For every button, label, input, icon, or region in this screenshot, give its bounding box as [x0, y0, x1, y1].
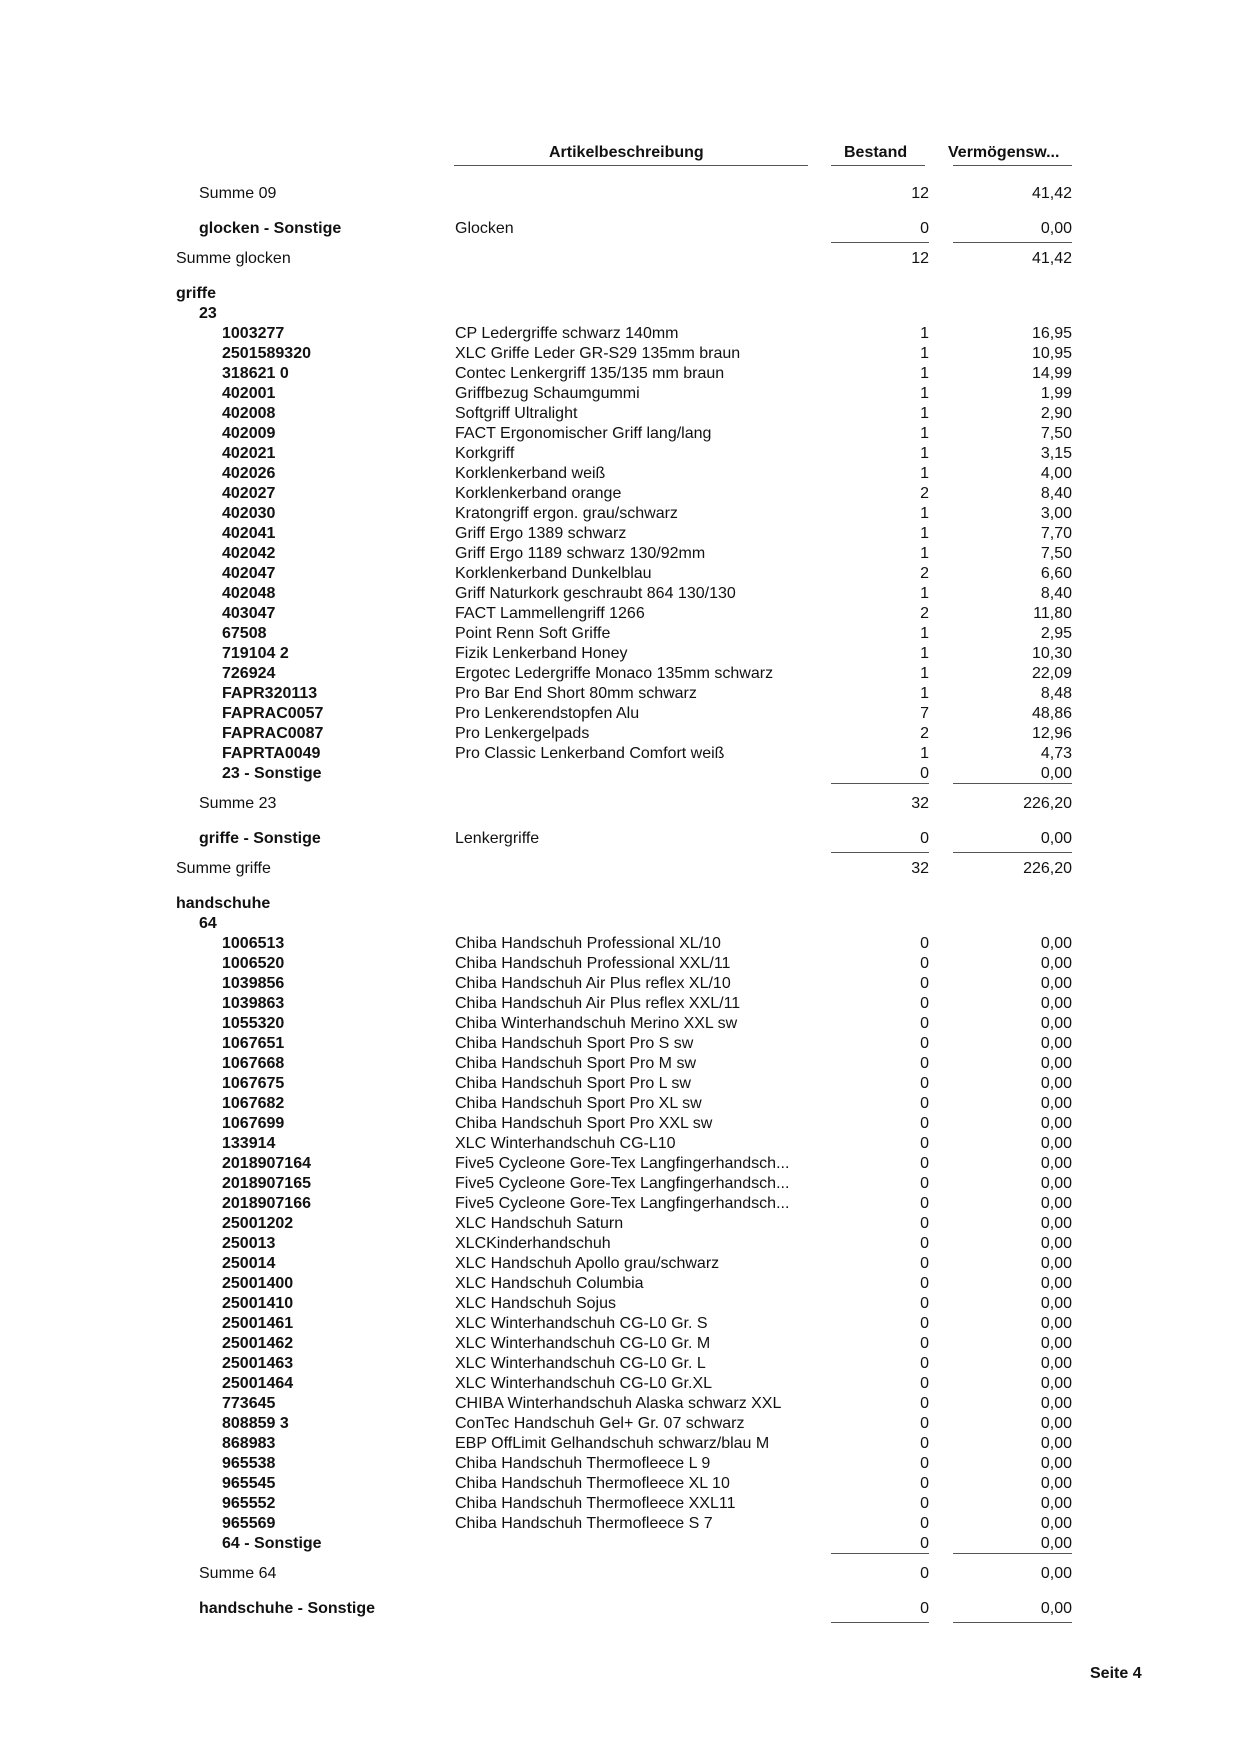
article-value: 7,50: [1040, 425, 1072, 442]
page-number: Seite 4: [1090, 1665, 1142, 1682]
article-number: 1067668: [222, 1055, 285, 1072]
article-stock: 0: [920, 1395, 929, 1412]
article-number: 2018907164: [222, 1155, 311, 1172]
article-description: Korklenkerband orange: [455, 485, 622, 502]
article-value: 0,00: [1040, 935, 1072, 952]
article-description: EBP OffLimit Gelhandschuh schwarz/blau M: [455, 1435, 770, 1452]
article-number: 726924: [222, 665, 276, 682]
article-number: 402047: [222, 565, 276, 582]
group-other-stock: 0: [920, 220, 929, 237]
article-number: 2018907165: [222, 1175, 311, 1192]
article-description: Chiba Handschuh Sport Pro XL sw: [455, 1095, 702, 1112]
sum-rule-stock: [831, 242, 929, 243]
header-value: Vermögensw...: [948, 144, 1060, 161]
subgroup-sum-value: 0,00: [1040, 1565, 1072, 1582]
group-heading: griffe: [176, 285, 216, 302]
article-stock: 1: [920, 425, 929, 442]
article-value: 0,00: [1040, 1035, 1072, 1052]
header-stock: Bestand: [844, 144, 908, 161]
article-description: Korklenkerband Dunkelblau: [455, 565, 652, 582]
group-sum-value: 41,42: [1031, 250, 1072, 267]
sum-rule-stock: [831, 1553, 929, 1554]
article-stock: 1: [920, 665, 929, 682]
article-value: 0,00: [1040, 1455, 1072, 1472]
article-description: Griffbezug Schaumgummi: [455, 385, 640, 402]
article-stock: 0: [920, 1175, 929, 1192]
article-stock: 2: [920, 605, 929, 622]
article-value: 0,00: [1040, 975, 1072, 992]
group-other-value: 0,00: [1040, 220, 1072, 237]
article-value: 0,00: [1040, 1415, 1072, 1432]
article-description: XLC Winterhandschuh CG-L10: [455, 1135, 676, 1152]
article-number: 773645: [222, 1395, 276, 1412]
article-number: 25001463: [222, 1355, 294, 1372]
article-description: Five5 Cycleone Gore-Tex Langfingerhandsch...: [455, 1195, 790, 1212]
article-value: 0,00: [1040, 1355, 1072, 1372]
article-stock: 1: [920, 625, 929, 642]
article-value: 0,00: [1040, 1155, 1072, 1172]
article-number: 402009: [222, 425, 276, 442]
article-value: 0,00: [1040, 1295, 1072, 1312]
article-number: 1067699: [222, 1115, 285, 1132]
article-stock: 1: [920, 685, 929, 702]
article-description: Five5 Cycleone Gore-Tex Langfingerhandsch...: [455, 1155, 790, 1172]
article-value: 0,00: [1040, 1395, 1072, 1412]
article-description: Griff Naturkork geschraubt 864 130/130: [455, 585, 736, 602]
article-number: 2018907166: [222, 1195, 311, 1212]
group-other-stock: 0: [920, 830, 929, 847]
article-description: Chiba Handschuh Sport Pro S sw: [455, 1035, 694, 1052]
article-stock: 2: [920, 565, 929, 582]
article-number: 965552: [222, 1495, 276, 1512]
article-stock: 1: [920, 325, 929, 342]
article-number: 1006520: [222, 955, 285, 972]
article-number: 402042: [222, 545, 276, 562]
article-stock: 1: [920, 745, 929, 762]
article-stock: 1: [920, 385, 929, 402]
group-other-value: 0,00: [1040, 830, 1072, 847]
article-description: Pro Lenkergelpads: [455, 725, 590, 742]
article-number: 2501589320: [222, 345, 311, 362]
article-stock: 0: [920, 1215, 929, 1232]
article-value: 0,00: [1040, 1175, 1072, 1192]
article-value: 0,00: [1040, 1235, 1072, 1252]
article-description: Point Renn Soft Griffe: [455, 625, 611, 642]
article-stock: 0: [920, 1475, 929, 1492]
article-description: Chiba Handschuh Thermofleece L 9: [455, 1455, 711, 1472]
article-stock: 0: [920, 1135, 929, 1152]
article-number: 318621 0: [222, 365, 289, 382]
article-stock: 0: [920, 955, 929, 972]
group-sum-stock: 32: [911, 860, 929, 877]
article-value: 0,00: [1040, 1195, 1072, 1212]
article-value: 0,00: [1040, 1115, 1072, 1132]
article-stock: 1: [920, 465, 929, 482]
article-number: 965545: [222, 1475, 276, 1492]
article-description: Korkgriff: [455, 445, 515, 462]
article-value: 14,99: [1031, 365, 1072, 382]
article-description: Five5 Cycleone Gore-Tex Langfingerhandsch...: [455, 1175, 790, 1192]
article-description: Chiba Handschuh Sport Pro XXL sw: [455, 1115, 713, 1132]
article-number: 25001462: [222, 1335, 294, 1352]
article-stock: 0: [920, 1155, 929, 1172]
article-number: 965569: [222, 1515, 276, 1532]
article-number: 402048: [222, 585, 276, 602]
article-description: XLC Griffe Leder GR-S29 135mm braun: [455, 345, 741, 362]
subgroup-heading: 64: [199, 915, 217, 932]
article-description: Fizik Lenkerband Honey: [455, 645, 628, 662]
subgroup-other-stock: 0: [920, 1535, 929, 1552]
article-value: 0,00: [1040, 1335, 1072, 1352]
article-description: Chiba Handschuh Sport Pro L sw: [455, 1075, 691, 1092]
article-stock: 0: [920, 1195, 929, 1212]
article-description: Chiba Handschuh Thermofleece XXL11: [455, 1495, 736, 1512]
group-other-description: Lenkergriffe: [455, 830, 540, 847]
article-description: FACT Lammellengriff 1266: [455, 605, 645, 622]
article-number: 402001: [222, 385, 276, 402]
article-description: Pro Lenkerendstopfen Alu: [455, 705, 640, 722]
article-number: 1055320: [222, 1015, 285, 1032]
article-description: Pro Bar End Short 80mm schwarz: [455, 685, 697, 702]
article-number: 1003277: [222, 325, 285, 342]
article-stock: 0: [920, 1275, 929, 1292]
article-description: ConTec Handschuh Gel+ Gr. 07 schwarz: [455, 1415, 745, 1432]
article-stock: 0: [920, 1315, 929, 1332]
article-number: 25001202: [222, 1215, 294, 1232]
article-description: XLC Handschuh Columbia: [455, 1275, 644, 1292]
article-number: 67508: [222, 625, 267, 642]
article-description: FACT Ergonomischer Griff lang/lang: [455, 425, 712, 442]
article-number: 402030: [222, 505, 276, 522]
article-stock: 0: [920, 1295, 929, 1312]
article-description: Chiba Handschuh Thermofleece XL 10: [455, 1475, 730, 1492]
article-stock: 1: [920, 405, 929, 422]
article-value: 10,30: [1031, 645, 1072, 662]
article-value: 8,48: [1040, 685, 1072, 702]
article-value: 0,00: [1040, 1315, 1072, 1332]
article-value: 0,00: [1040, 1075, 1072, 1092]
group-sum-value: 226,20: [1023, 860, 1072, 877]
article-stock: 0: [920, 975, 929, 992]
article-stock: 0: [920, 1075, 929, 1092]
article-number: 402008: [222, 405, 276, 422]
article-description: Chiba Handschuh Thermofleece S 7: [455, 1515, 713, 1532]
sum-rule-stock: [831, 783, 929, 784]
header-rule-stock: [831, 165, 925, 166]
sum-rule-value: [953, 1622, 1072, 1623]
subgroup-other-value: 0,00: [1040, 765, 1072, 782]
article-number: 808859 3: [222, 1415, 289, 1432]
article-stock: 0: [920, 1095, 929, 1112]
article-stock: 1: [920, 525, 929, 542]
article-stock: 1: [920, 505, 929, 522]
group-other-description: Glocken: [455, 220, 514, 237]
group-other-label: glocken - Sonstige: [199, 220, 342, 237]
subgroup-other-stock: 0: [920, 765, 929, 782]
article-stock: 0: [920, 1055, 929, 1072]
article-stock: 0: [920, 1415, 929, 1432]
article-description: Contec Lenkergriff 135/135 mm braun: [455, 365, 725, 382]
article-number: 868983: [222, 1435, 276, 1452]
article-value: 0,00: [1040, 1435, 1072, 1452]
article-value: 7,50: [1040, 545, 1072, 562]
article-description: XLC Winterhandschuh CG-L0 Gr. S: [455, 1315, 708, 1332]
article-stock: 0: [920, 935, 929, 952]
article-value: 0,00: [1040, 1015, 1072, 1032]
article-value: 0,00: [1040, 955, 1072, 972]
article-description: Griff Ergo 1189 schwarz 130/92mm: [455, 545, 706, 562]
article-stock: 0: [920, 1375, 929, 1392]
sum-rule-value: [953, 783, 1072, 784]
article-value: 0,00: [1040, 1255, 1072, 1272]
article-value: 4,00: [1040, 465, 1072, 482]
group-other-label: griffe - Sonstige: [199, 830, 321, 847]
article-stock: 1: [920, 345, 929, 362]
article-description: Chiba Handschuh Sport Pro M sw: [455, 1055, 696, 1072]
article-number: 719104 2: [222, 645, 289, 662]
article-value: 12,96: [1031, 725, 1072, 742]
article-number: 1039856: [222, 975, 285, 992]
article-value: 2,90: [1040, 405, 1072, 422]
article-description: XLC Handschuh Apollo grau/schwarz: [455, 1255, 720, 1272]
article-number: 133914: [222, 1135, 276, 1152]
article-description: XLCKinderhandschuh: [455, 1235, 611, 1252]
article-stock: 0: [920, 1455, 929, 1472]
sum-rule-stock: [831, 852, 929, 853]
group-sum-stock: 12: [911, 250, 929, 267]
article-description: XLC Winterhandschuh CG-L0 Gr. L: [455, 1355, 706, 1372]
article-number: 402027: [222, 485, 276, 502]
header-rule-description: [454, 165, 808, 166]
article-number: 25001464: [222, 1375, 294, 1392]
article-value: 3,15: [1040, 445, 1072, 462]
subgroup-sum-stock: 0: [920, 1565, 929, 1582]
article-number: FAPR320113: [222, 685, 318, 702]
article-value: 0,00: [1040, 1475, 1072, 1492]
article-value: 7,70: [1040, 525, 1072, 542]
sum-rule-value: [953, 852, 1072, 853]
article-description: Pro Classic Lenkerband Comfort weiß: [455, 745, 725, 762]
article-number: 1006513: [222, 935, 285, 952]
article-value: 10,95: [1031, 345, 1072, 362]
group-other-value: 0,00: [1040, 1600, 1072, 1617]
article-description: Ergotec Ledergriffe Monaco 135mm schwarz: [455, 665, 774, 682]
article-description: XLC Winterhandschuh CG-L0 Gr.XL: [455, 1375, 713, 1392]
article-number: FAPRAC0087: [222, 725, 324, 742]
article-description: Kratongriff ergon. grau/schwarz: [455, 505, 678, 522]
article-number: FAPRAC0057: [222, 705, 324, 722]
article-number: 965538: [222, 1455, 276, 1472]
subgroup-other-label: 64 - Sonstige: [222, 1535, 322, 1552]
subgroup-sum-stock: 12: [911, 185, 929, 202]
header-rule-value: [953, 165, 1072, 166]
article-stock: 1: [920, 645, 929, 662]
article-number: 402041: [222, 525, 276, 542]
article-stock: 0: [920, 1035, 929, 1052]
article-description: CP Ledergriffe schwarz 140mm: [455, 325, 679, 342]
article-number: 1067682: [222, 1095, 285, 1112]
article-description: XLC Handschuh Sojus: [455, 1295, 616, 1312]
subgroup-sum-label: Summe 09: [199, 185, 277, 202]
article-number: FAPRTA0049: [222, 745, 321, 762]
article-description: CHIBA Winterhandschuh Alaska schwarz XXL: [455, 1395, 782, 1412]
article-description: Chiba Handschuh Professional XL/10: [455, 935, 721, 952]
group-sum-label: Summe griffe: [176, 860, 271, 877]
article-value: 4,73: [1040, 745, 1072, 762]
article-value: 48,86: [1031, 705, 1072, 722]
article-number: 25001400: [222, 1275, 294, 1292]
article-stock: 0: [920, 1495, 929, 1512]
article-description: Korklenkerband weiß: [455, 465, 606, 482]
article-value: 22,09: [1031, 665, 1072, 682]
article-value: 0,00: [1040, 1215, 1072, 1232]
article-number: 402026: [222, 465, 276, 482]
article-stock: 2: [920, 485, 929, 502]
header-description: Artikelbeschreibung: [549, 144, 704, 161]
article-description: Chiba Handschuh Air Plus reflex XL/10: [455, 975, 731, 992]
article-stock: 1: [920, 545, 929, 562]
article-value: 6,60: [1040, 565, 1072, 582]
article-value: 3,00: [1040, 505, 1072, 522]
article-value: 1,99: [1040, 385, 1072, 402]
article-value: 0,00: [1040, 1515, 1072, 1532]
article-value: 8,40: [1040, 585, 1072, 602]
article-stock: 0: [920, 1435, 929, 1452]
article-number: 1039863: [222, 995, 285, 1012]
article-number: 25001461: [222, 1315, 294, 1332]
article-description: XLC Winterhandschuh CG-L0 Gr. M: [455, 1335, 711, 1352]
article-stock: 0: [920, 1015, 929, 1032]
article-stock: 1: [920, 445, 929, 462]
subgroup-sum-value: 41,42: [1031, 185, 1072, 202]
article-value: 11,80: [1033, 605, 1072, 622]
article-number: 1067675: [222, 1075, 285, 1092]
article-number: 403047: [222, 605, 276, 622]
subgroup-sum-label: Summe 64: [199, 1565, 277, 1582]
sum-rule-value: [953, 242, 1072, 243]
article-stock: 0: [920, 1255, 929, 1272]
article-value: 0,00: [1040, 1375, 1072, 1392]
article-number: 250013: [222, 1235, 276, 1252]
subgroup-sum-label: Summe 23: [199, 795, 277, 812]
article-stock: 0: [920, 1335, 929, 1352]
article-number: 25001410: [222, 1295, 294, 1312]
article-value: 0,00: [1040, 1275, 1072, 1292]
article-stock: 0: [920, 1355, 929, 1372]
sum-rule-value: [953, 1553, 1072, 1554]
article-value: 0,00: [1040, 1055, 1072, 1072]
article-description: Chiba Handschuh Air Plus reflex XXL/11: [455, 995, 741, 1012]
article-value: 8,40: [1040, 485, 1072, 502]
article-stock: 7: [920, 705, 929, 722]
article-value: 0,00: [1040, 1095, 1072, 1112]
article-description: Chiba Handschuh Professional XXL/11: [455, 955, 731, 972]
group-heading: handschuhe: [176, 895, 271, 912]
sum-rule-stock: [831, 1622, 929, 1623]
article-stock: 0: [920, 1235, 929, 1252]
article-number: 402021: [222, 445, 276, 462]
group-other-stock: 0: [920, 1600, 929, 1617]
article-value: 0,00: [1040, 1495, 1072, 1512]
article-description: Chiba Winterhandschuh Merino XXL sw: [455, 1015, 738, 1032]
article-stock: 0: [920, 995, 929, 1012]
article-value: 16,95: [1031, 325, 1072, 342]
article-stock: 2: [920, 725, 929, 742]
article-description: Griff Ergo 1389 schwarz: [455, 525, 627, 542]
subgroup-sum-stock: 32: [911, 795, 929, 812]
article-description: Softgriff Ultralight: [455, 405, 578, 422]
article-stock: 1: [920, 585, 929, 602]
subgroup-other-label: 23 - Sonstige: [222, 765, 322, 782]
article-description: XLC Handschuh Saturn: [455, 1215, 624, 1232]
article-value: 0,00: [1040, 995, 1072, 1012]
subgroup-other-value: 0,00: [1040, 1535, 1072, 1552]
article-number: 250014: [222, 1255, 276, 1272]
subgroup-heading: 23: [199, 305, 217, 322]
subgroup-sum-value: 226,20: [1023, 795, 1072, 812]
group-other-label: handschuhe - Sonstige: [199, 1600, 376, 1617]
article-stock: 0: [920, 1115, 929, 1132]
article-value: 2,95: [1040, 625, 1072, 642]
article-stock: 0: [920, 1515, 929, 1532]
group-sum-label: Summe glocken: [176, 250, 291, 267]
article-number: 1067651: [222, 1035, 285, 1052]
article-stock: 1: [920, 365, 929, 382]
article-value: 0,00: [1040, 1135, 1072, 1152]
